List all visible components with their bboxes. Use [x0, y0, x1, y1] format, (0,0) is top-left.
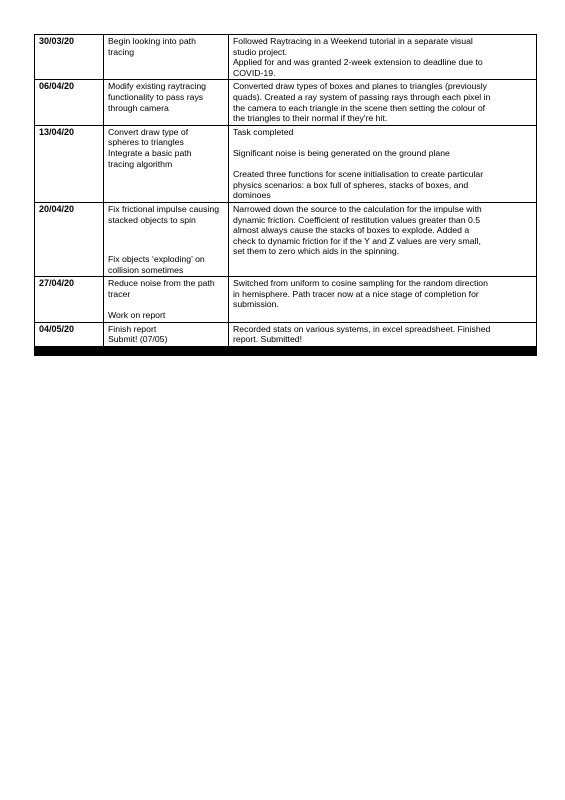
task-cell — [104, 322, 229, 346]
table-row — [35, 202, 537, 276]
date-cell — [35, 277, 104, 322]
footer-bar-cell — [229, 346, 537, 355]
table-row — [35, 35, 537, 80]
task-cell — [104, 80, 229, 125]
task-text: Modify existing raytracing functionality to pass rays through camera — [108, 81, 207, 113]
task-cell — [104, 125, 229, 202]
table-row — [35, 322, 537, 346]
notes-text: Task completed — [233, 126, 294, 137]
task-text: Fix objects ‘exploding’ on collision sometimes — [108, 254, 205, 275]
row-date: 30/03/20 — [39, 36, 75, 46]
table-row — [35, 277, 537, 322]
notes-cell — [229, 125, 537, 202]
task-text: Fix frictional impulse causing stacked objects to spin — [108, 203, 220, 225]
date-cell — [35, 80, 104, 125]
notes-cell — [229, 277, 537, 322]
notes-text: Followed Raytracing in a Weekend tutorial in a separate visual studio project. Applied for and was granted 2-week extension to deadline due to COVID-19. — [233, 36, 483, 78]
notes-text: Created three functions for scene initialisation to create particular physics scenarios: a box full of spheres, stacks of boxes, and dominoes — [233, 169, 484, 201]
date-cell — [35, 35, 104, 80]
notes-cell — [229, 80, 537, 125]
notes-text: Narrowed down the source to the calculation for the impulse with dynamic friction. Coefficient of restitution values greater than 0.5 almost always cause the stacks of boxes to explode. Added a check to dynamic friction for if the Y and Z values are very small, set them to zero which aids in the spinning. — [233, 203, 482, 257]
notes-text: Switched from uniform to cosine sampling for the random direction in hemisphere. Path tracer now at a nice stage of completion for submission. — [233, 278, 488, 310]
task-text: Convert draw type of spheres to triangles Integrate a basic path tracing algorithm — [108, 126, 192, 169]
task-cell — [104, 35, 229, 80]
row-date: 04/05/20 — [39, 323, 75, 334]
notes-cell — [229, 322, 537, 346]
task-text: Reduce noise from the path tracer — [108, 278, 215, 299]
notes-cell — [229, 35, 537, 80]
date-cell — [35, 202, 104, 276]
row-date: 27/04/20 — [39, 278, 75, 289]
task-text: Finish report Submit! (07/05) — [108, 323, 168, 345]
table-row — [35, 80, 537, 125]
task-cell — [104, 202, 229, 276]
notes-text: Converted draw types of boxes and planes to triangles (previously quads). Created a ray system of passing rays through each pixel in the camera to each triangle in the scene then setting the colour of the triangles to their normal if they're hit. — [233, 81, 491, 124]
footer-bar-cell — [35, 346, 104, 355]
row-date: 13/04/20 — [39, 126, 75, 137]
table-footer-bar — [35, 346, 537, 355]
notes-cell — [229, 202, 537, 276]
task-text: Work on report — [108, 310, 166, 321]
task-cell — [104, 277, 229, 322]
date-cell — [35, 322, 104, 346]
row-date: 06/04/20 — [39, 81, 75, 92]
task-text: Begin looking into path tracing — [108, 36, 196, 57]
table-row — [35, 125, 537, 202]
row-date: 20/04/20 — [39, 203, 75, 214]
footer-bar-cell — [104, 346, 229, 355]
date-cell — [35, 125, 104, 202]
notes-text: Significant noise is being generated on the ground plane — [233, 147, 450, 158]
progress-log-table — [34, 34, 537, 356]
notes-text: Recorded stats on various systems, in excel spreadsheet. Finished report. Submitted! — [233, 323, 491, 345]
